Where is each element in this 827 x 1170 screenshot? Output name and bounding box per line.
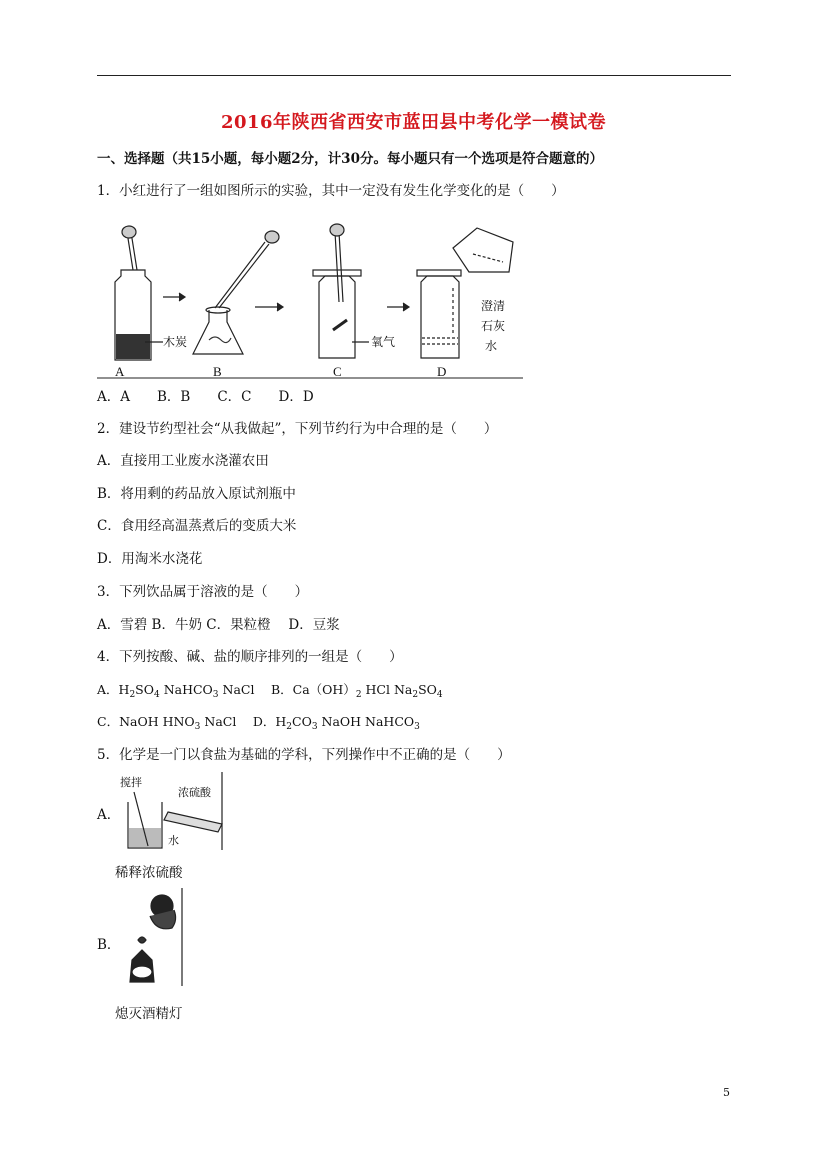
q3-stem: 3．下列饮品属于溶液的是（ ） [97,584,309,600]
q2-option-d: D．用淘米水浇花 [97,551,203,567]
q1-experiment-figure [97,212,523,382]
q1-fig-oxygen: 氧气 [371,335,396,349]
q4-options-row1: A．$H_2SO_4$ NaHCO$_3$ NaCl B．$Ca(OH)_2$ HCl $Na_2SO_4$ [97,682,443,700]
q4-stem: 4．下列按酸、碱、盐的顺序排列的一组是（ ） [97,649,403,665]
q5-dilute-acid-figure [118,772,226,852]
q2-option-b: B．将用剩的药品放入原试剂瓶中 [97,486,296,502]
page-title: 2016年陕西省西安市蓝田县中考化学一模试卷 [220,112,607,133]
section-heading: 一、选择题（共15小题，每小题2分，计30分。每小题只有一个选项是符合题意的） [97,151,603,167]
q5-option-a-caption: 稀释浓硫酸 [115,865,183,881]
q3-options: A．雪碧 B．牛奶 C．果粒橙 D．豆浆 [97,617,340,633]
q2-stem: 2．建设节约型社会“从我做起”，下列节约行为中合理的是（ ） [97,421,498,437]
q1-fig-label-a: A [115,364,125,379]
q5-fig-water: 水 [168,834,179,847]
q5-option-b-label: B． [97,937,121,953]
page-number: 5 [723,1086,730,1099]
q1-options: A．A B．B C．C D．D [97,389,314,405]
q5-option-b-caption: 熄灭酒精灯 [115,1006,183,1022]
q2-option-a: A．直接用工业废水浇灌农田 [97,453,269,469]
q5-fig-acid: 浓硫酸 [178,786,211,799]
q1-fig-label-d: D [437,364,447,379]
q1-fig-limewater-2: 石灰 [481,319,506,333]
q1-fig-limewater-1: 澄清 [481,299,506,313]
q5-fig-stir: 搅拌 [120,776,142,789]
header-rule [97,75,731,76]
q1-fig-label-c: C [333,364,342,379]
q2-option-c: C．食用经高温蒸煮后的变质大米 [97,518,297,534]
q1-fig-charcoal: 木炭 [163,335,188,349]
q5-option-a-label: A． [97,807,121,823]
q4-options-row2: C．NaOH $HNO_3$ NaCl D．$H_2CO_3$ NaOH NaHCO$_3$ [97,714,420,732]
q1-stem: 1．小红进行了一组如图所示的实验，其中一定没有发生化学变化的是（ ） [97,183,565,199]
q1-fig-limewater-3: 水 [485,339,498,353]
q5-extinguish-lamp-figure [120,888,186,988]
q5-stem: 5．化学是一门以食盐为基础的学科，下列操作中不正确的是（ ） [97,747,511,763]
q1-fig-label-b: B [213,364,222,379]
